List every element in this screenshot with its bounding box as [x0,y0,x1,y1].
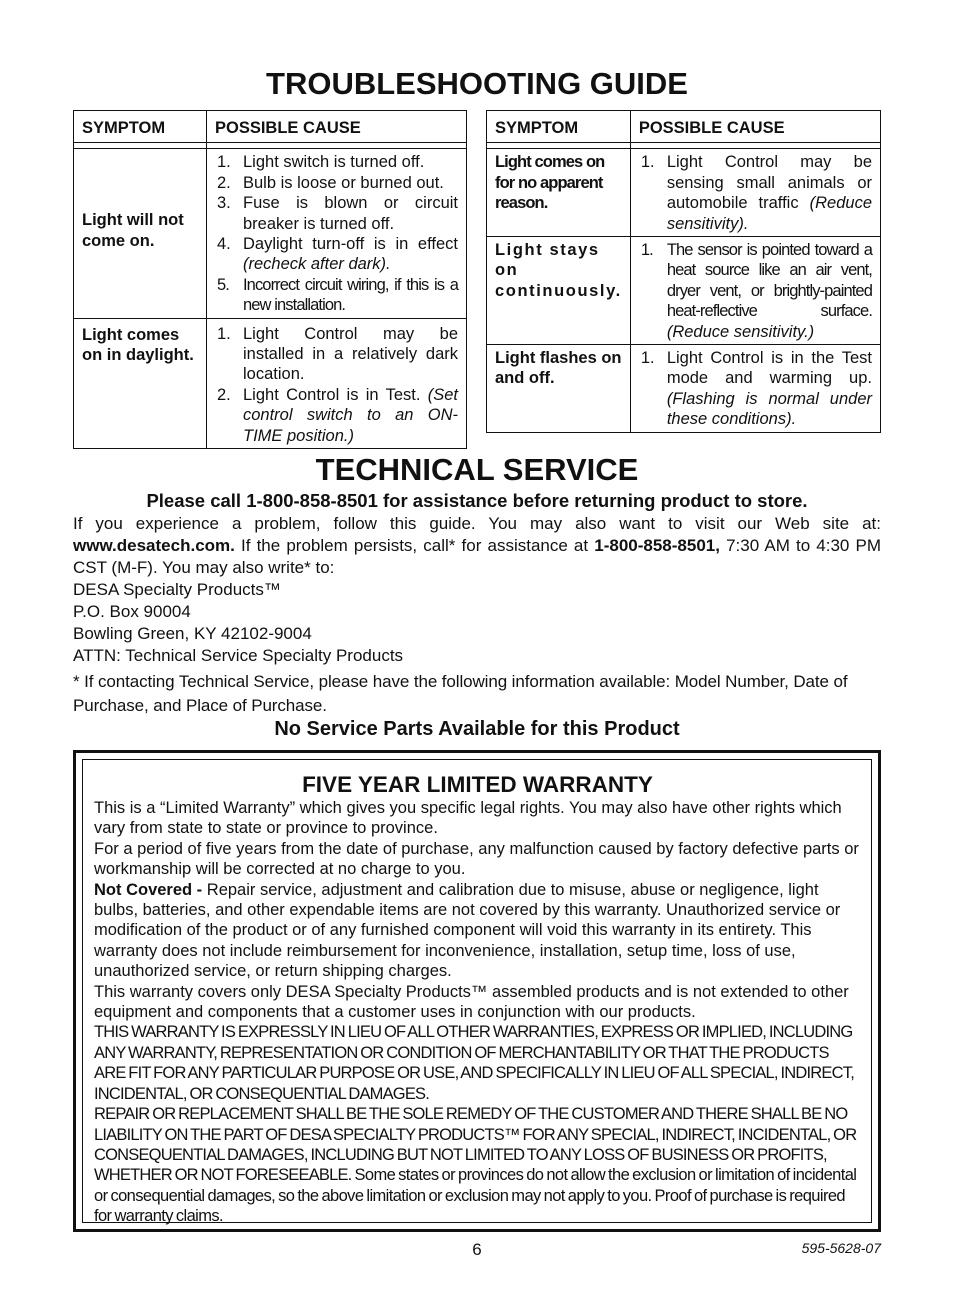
symptom-header: SYMPTOM [487,111,631,143]
not-covered-label: Not Covered - [94,880,203,899]
cause-cell [630,345,880,433]
warranty-paragraph: This is a “Limited Warranty” which gives you specific legal rights. You may also have other rights which vary from state to state or province to province. [94,799,842,838]
table-row [487,237,881,345]
cause-item: 1. Light Control may be installed in a relatively dark location. [217,324,458,384]
cause-cell [207,318,467,448]
warranty-paragraph: This warranty covers only DESA Specialty Products™ assembled products and is not extended to other equipment and components that a customer uses in conjunction with our products. [94,982,849,1022]
table-row [74,149,467,318]
cause-cell [207,149,467,318]
cause-cell [630,149,880,237]
table-row [487,345,881,433]
cause-item: 1. Light switch is turned off. [217,153,425,172]
cause-header: POSSIBLE CAUSE [207,111,467,143]
website-link[interactable]: www.desatech.com. [73,536,235,555]
table-row [74,318,467,448]
cause-header: POSSIBLE CAUSE [630,111,880,143]
warranty-inner-box [82,759,872,1226]
cause-item: 4. Daylight turn-off is in effect (recheck after dark). [217,235,458,274]
address-line: ATTN: Technical Service Specialty Products [73,646,404,665]
symptom-cell: Light stays on continuously. [487,237,631,345]
table-header-row [74,111,467,143]
technical-service-paragraph: If you experience a problem, follow this guide. You may also want to visit our Web site at: www.desatech.com. If the problem persists, call* for assistance at 1-800-858-8501, 7:30 AM to 4:30 PM CST (M-F). You may also write* to: [73,514,882,577]
cause-item: 1. Light Control is in the Test mode and warming up. (Flashing is normal under these conditions). [640,349,872,429]
table-header-row [487,111,881,143]
table-row [487,149,881,237]
technical-service-title: TECHNICAL SERVICE [315,452,639,487]
call-line: Please call 1-800-858-8501 for assistance before returning product to store. [146,490,808,511]
footnote: * If contacting Technical Service, please have the following information available: Model Number, Date of Purchase, and Place of Purchase. [73,672,848,715]
symptom-cell: Light will not come on. [74,149,207,318]
address-line: Bowling Green, KY 42102-9004 [73,624,312,643]
document-code: 595-5628-07 [801,1240,881,1256]
warranty-paragraph: Not Covered - Repair service, adjustment and calibration due to misuse, abuse or negligence, light bulbs, batteries, and other expendable items are not covered by this warranty. Unauthorized service or modification of the product or of any furnished component will void this warranty in its entirety. This warranty does not include reimbursement for inconvenience, installation, setup time, loss of use, unauthorized service, or return shipping charges. [94,880,841,981]
symptom-cell: Light flashes on and off. [487,345,631,433]
phone-number: 1-800-858-8501, [594,536,720,555]
symptom-header: SYMPTOM [74,111,207,143]
symptom-cell: Light comes on for no apparent reason. [487,149,631,237]
cause-item: 5. Incorrect circuit wiring, if this is a new installation. [217,275,458,315]
cause-item: 1. Light Control may be sensing small animals or automobile traffic (Reduce sensitivity). [640,153,872,233]
troubleshooting-title: TROUBLESHOOTING GUIDE [266,66,688,101]
troubleshooting-table-right [486,110,881,433]
mailing-address [73,579,881,667]
warranty-title: FIVE YEAR LIMITED WARRANTY [302,772,653,797]
cause-item: 2. Light Control is in Test. (Set control switch to an ON-TIME position.) [217,385,458,445]
cause-item: 3. Fuse is blown or circuit breaker is turned off. [217,194,458,233]
troubleshooting-table-left [73,110,467,449]
warranty-disclaimer: THIS WARRANTY IS EXPRESSLY IN LIEU OF ALL OTHER WARRANTIES, EXPRESS OR IMPLIED, INCLUDING ANY WARRANTY, REPRESENTATION OR CONDITION OF MERCHANTABILITY OR THAT THE PRODUCTS ARE FIT FOR ANY PARTICULAR PURPOSE OR USE, AND SPECIFICALLY IN LIEU OF ALL SPECIAL, INDIRECT, INCIDENTAL, OR CONSEQUENTIAL DAMAGES. [94,1023,854,1103]
cause-cell [630,237,880,345]
warranty-paragraph: For a period of five years from the date of purchase, any malfunction caused by factory defective parts or workmanship will be corrected at no charge to you. [94,839,859,879]
warranty-box [73,750,881,1232]
warranty-paragraph: REPAIR OR REPLACEMENT SHALL BE THE SOLE REMEDY OF THE CUSTOMER AND THERE SHALL BE NO LIABILITY ON THE PART OF DESA SPECIALTY PRODUCTS™ FOR ANY SPECIAL, INDIRECT, INCIDENTAL, OR CONSEQUENTIAL DAMAGES, INCLUDING BUT NOT LIMITED TO ANY LOSS OF BUSINESS OR PROFITS, WHETHER OR NOT FORESEEABLE. Some states or provinces do not allow the exclusion or limitation of incidental or consequential damages, so the above limitation or exclusion may not apply to you. Proof of purchase is required for warranty claims. [94,1105,857,1226]
address-line: DESA Specialty Products™ [73,580,281,599]
warranty-body [94,798,861,1227]
cause-item: 2. Bulb is loose or burned out. [217,173,444,192]
page-number: 6 [472,1240,482,1259]
symptom-cell: Light comes on in daylight. [74,318,207,448]
no-service-parts-notice: No Service Parts Available for this Product [274,718,680,740]
cause-item: 1. The sensor is pointed toward a heat source like an air vent, dryer vent, or brightly-painted heat-reflective surface. (Reduce sensitivity.) [640,241,872,341]
address-line: P.O. Box 90004 [73,602,191,621]
